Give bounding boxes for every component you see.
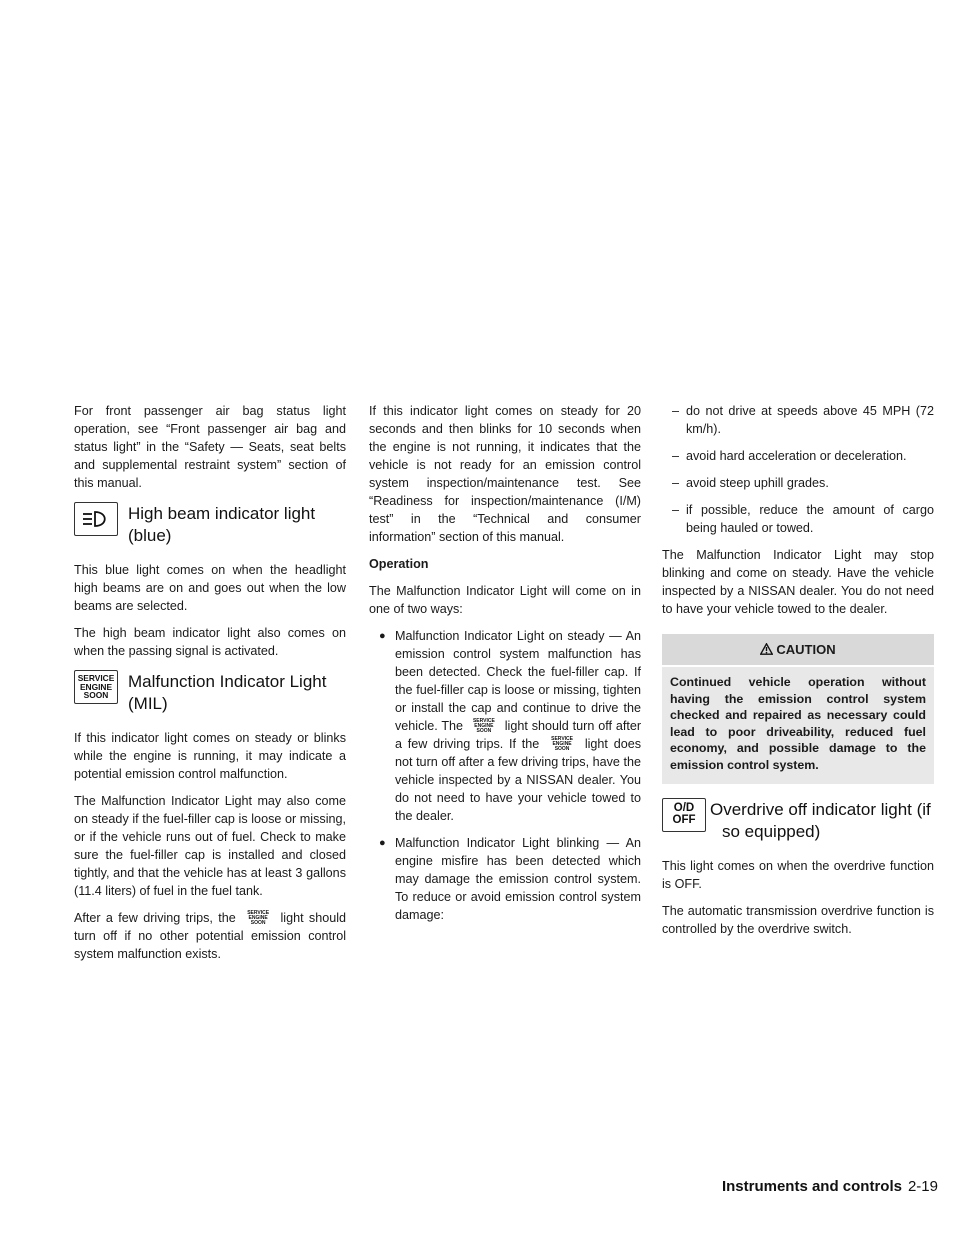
list-item: – avoid steep uphill grades. xyxy=(672,476,829,490)
high-beam-title: High beam indicator light xyxy=(128,504,316,523)
bullet-icon: ● xyxy=(379,837,386,849)
mil-paragraph-3: After a few driving trips, the SERVICE ENGINE SOON light should turn off if no other potential emission control system malfunction exists. xyxy=(74,909,347,961)
headlight-symbol-icon xyxy=(81,510,111,528)
high-beam-paragraph-1: This blue light comes on when the headlight high beams are on and goes out when the low beams are selected. xyxy=(74,563,346,613)
list-item: – if possible, reduce the amount of cargo being hauled or towed. xyxy=(672,503,934,535)
mil-title-cont: (MIL) xyxy=(128,694,168,713)
mil-paragraph-1: If this indicator light comes on steady or blinks while the engine is running, it may indicate a potential emission control malfunction. xyxy=(74,731,346,781)
service-engine-soon-inline-icon: SERVICE ENGINE SOON xyxy=(551,735,573,752)
bullet-icon: ● xyxy=(379,630,386,642)
overdrive-paragraph-2: The automatic transmission overdrive function is controlled by the overdrive switch. xyxy=(662,903,934,936)
readiness-paragraph: If this indicator light comes on steady for 20 seconds and then blinks for 10 seconds when the engine is not running, it indicates that the vehicle is not ready for an emission control system inspection/maintenance test. See “Readiness for inspection/maintenance (I/M) test” in the “Technical and consumer information” section of this manual. xyxy=(369,404,641,544)
service-engine-soon-inline-icon: SERVICE ENGINE SOON xyxy=(472,717,495,734)
column-middle xyxy=(369,402,641,933)
list-item: ● Malfunction Indicator Light on steady — An emission control system malfunction has been detected. Check the fuel-filler cap. If the fuel-filler cap is loose or missing, tighten or install the cap and continue to drive the vehicle. The SERVICE ENGINE SOON light should turn off after a few driving trips. If the SERVICE ENGINE SOON light does not turn off after a few driving trips, have the vehicle inspected by a NISSAN dealer. You do not need to have your vehicle towed to the dealer. xyxy=(379,629,642,823)
high-beam-paragraph-2: The high beam indicator light also comes on when the passing signal is activated. xyxy=(74,626,346,658)
overdrive-heading xyxy=(662,798,934,843)
page-number: 2-19 xyxy=(907,1178,938,1195)
operation-intro: The Malfunction Indicator Light will come on in one of two ways: xyxy=(369,584,641,616)
section-name: Instruments and controls xyxy=(721,1178,902,1195)
column-right xyxy=(662,402,934,947)
mil-title: Malfunction Indicator Light xyxy=(128,672,327,691)
warning-triangle-icon xyxy=(760,643,773,655)
list-item: – do not drive at speeds above 45 MPH (72 km/h). xyxy=(672,404,934,436)
intro-paragraph: For front passenger air bag status light operation, see “Front passenger air bag and status light” in the “Safety — Seats, seat belts and supplemental restraint system” section of this manual. xyxy=(74,404,346,490)
caution-text: Continued vehicle operation without having the emission control system checked and repaired as necessary could lead to poor driveability, reduced fuel economy, and possible damage to the emission control system. xyxy=(662,667,934,784)
page-footer xyxy=(716,1178,938,1195)
caution-box xyxy=(662,634,934,784)
high-beam-icon xyxy=(74,502,118,536)
high-beam-title-cont: (blue) xyxy=(128,526,172,545)
overdrive-title: Overdrive off indicator light (if xyxy=(710,799,931,819)
mil-heading xyxy=(74,670,346,715)
high-beam-heading xyxy=(74,502,346,547)
service-engine-soon-inline-icon: SERVICE ENGINE SOON xyxy=(247,909,270,926)
operation-heading: Operation xyxy=(369,557,429,571)
overdrive-paragraph-1: This light comes on when the overdrive function is OFF. xyxy=(662,858,934,891)
list-item: – avoid hard acceleration or deceleration. xyxy=(672,449,907,463)
service-engine-soon-icon: SERVICE ENGINE SOON xyxy=(74,670,118,704)
overdrive-off-icon: O/D OFF xyxy=(662,798,706,832)
blinking-paragraph: The Malfunction Indicator Light may stop blinking and come on steady. Have the vehicle inspected by a NISSAN dealer. You do not need to have your vehicle towed to the dealer. xyxy=(662,548,934,616)
list-item: ● Malfunction Indicator Light blinking — An engine misfire has been detected which may damage the emission control system. To reduce or avoid emission control system damage: xyxy=(379,836,641,922)
mil-paragraph-2: The Malfunction Indicator Light may also come on steady if the fuel-filler cap is loose or missing, or if the vehicle runs out of fuel. Check to make sure the fuel-filler cap is installed and closed tightly, and that the vehicle has at least 3 gallons (11.4 liters) of fuel in the fuel tank. xyxy=(74,794,346,898)
caution-title: CAUTION xyxy=(662,634,934,667)
column-left xyxy=(74,402,346,972)
overdrive-title-cont: so equipped) xyxy=(722,821,821,841)
